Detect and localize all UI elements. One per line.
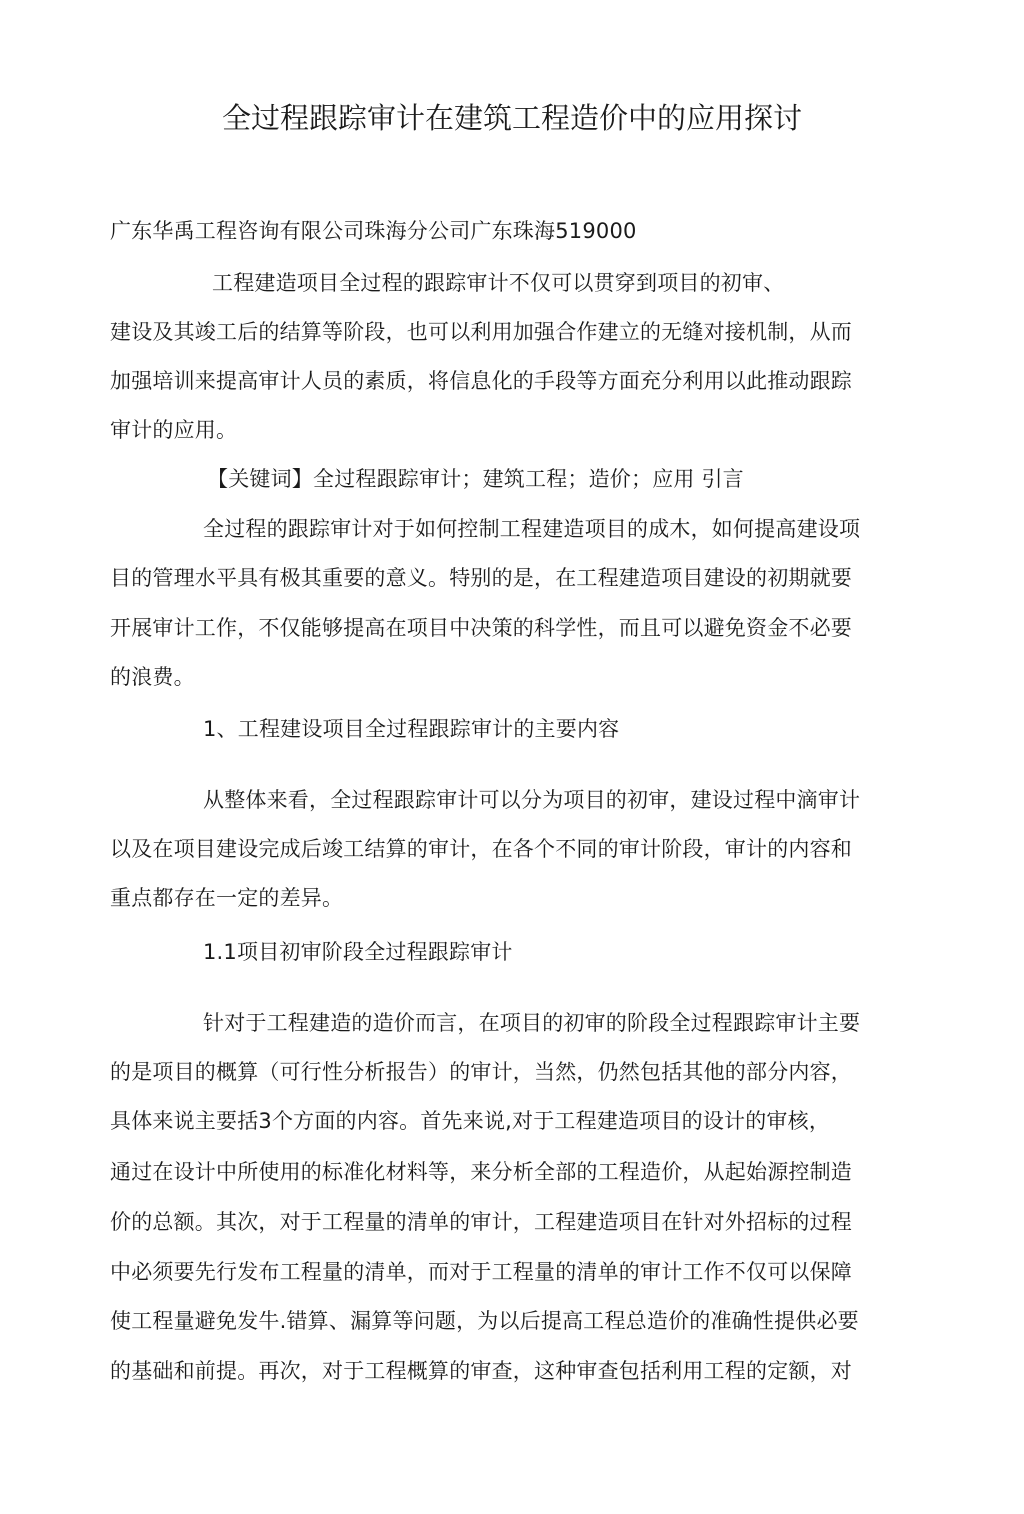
intro-line: 全过程的跟踪审计对于如何控制工程建造项目的成木，如何提高建设项 (203, 517, 861, 541)
affiliation: 广东华禹工程咨询有限公司珠海分公司广东珠海519000 (110, 219, 637, 243)
section-1-line: 以及在项目建设完成后竣工结算的审计，在各个不同的审计阶段，审计的内容和 (110, 837, 852, 861)
intro-line: 开展审计工作，不仅能够提高在项目中决策的科学性，而且可以避免资金不必要 (110, 616, 852, 640)
section-1-1-line: 价的总额。其次，对于工程量的清单的审计，工程建造项目在针对外招标的过程 (110, 1210, 852, 1234)
section-1-1-line: 使工程量避免发牛.错算、漏算等问题，为以后提高工程总造价的准确性提供必要 (110, 1309, 859, 1333)
section-1-1-line: 具体来说主要括3个方面的内容。首先来说,对于工程建造项目的设计的审核， (110, 1109, 831, 1133)
keywords-line: 【关键词】全过程跟踪审计；建筑工程；造价；应用 引言 (207, 467, 744, 491)
abstract-line: 审计的应用。 (110, 418, 238, 442)
section-1-1-line: 中必须要先行发布工程量的清单，而对于工程量的清单的审计工作不仅可以保障 (110, 1260, 852, 1284)
intro-line: 目的管理水平具有极其重要的意义。特别的是，在工程建造项目建设的初期就要 (110, 566, 852, 590)
intro-line: 的浪费。 (110, 665, 195, 689)
abstract-line: 工程建造项目全过程的跟踪审计不仅可以贯穿到项目的初审、 (212, 271, 785, 295)
section-1-1-heading: 1.1项目初审阶段全过程跟踪审计 (203, 940, 513, 964)
section-1-heading: 1、工程建设项目全过程跟踪审计的主要内容 (203, 717, 620, 741)
section-1-1-line: 的是项目的概算（可行性分析报告）的审计，当然，仍然包括其他的部分内容， (110, 1060, 852, 1084)
section-1-1-line: 的基础和前提。再次，对于工程概算的审查，这种审查包括利用工程的定额，对 (110, 1359, 852, 1383)
abstract-line: 建设及其竣工后的结算等阶段，也可以利用加强合作建立的无缝对接机制，从而 (110, 320, 852, 344)
section-1-1-line: 通过在设计中所使用的标准化材料等，来分析全部的工程造价，从起始源控制造 (110, 1160, 852, 1184)
section-1-1-line: 针对于工程建造的造价而言，在项目的初审的阶段全过程跟踪审计主要 (203, 1011, 861, 1035)
abstract-line: 加强培训来提高审计人员的素质，将信息化的手段等方面充分利用以此推动跟踪 (110, 369, 852, 393)
section-1-line: 重点都存在一定的差异。 (110, 886, 344, 910)
document-title: 全过程跟踪审计在建筑工程造价中的应用探讨 (221, 101, 802, 135)
section-1-line: 从整体来看，全过程跟踪审计可以分为项目的初审，建设过程中滴审计 (203, 788, 861, 812)
